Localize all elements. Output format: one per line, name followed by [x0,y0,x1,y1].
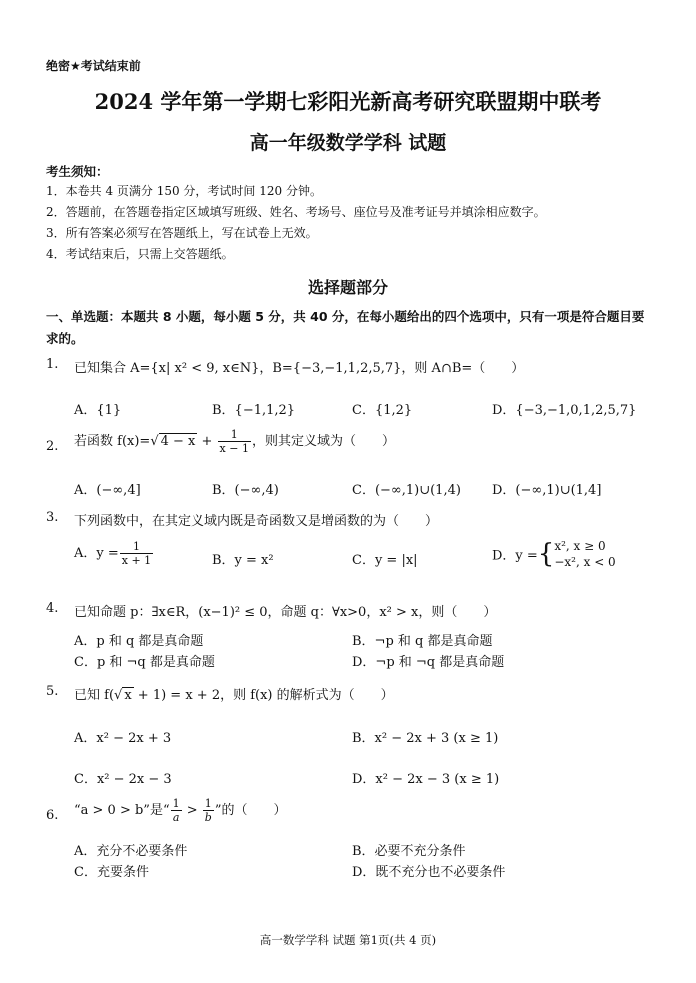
notice-item: 2．答题前，在答题卷指定区域填写班级、姓名、考场号、座位号及准考证号并填涂相应数字。 [46,205,546,219]
option-b: B．y = x² [212,553,274,568]
exam-subtitle: 高一年级数学学科 试题 [249,132,447,154]
question-stem: 若函数 f(x)=√ 4 − x + $\frac{1}{x - 1}$ ，则其定义域为（ ） [74,428,395,455]
section-title: 选择题部分 [307,278,388,297]
fraction: $\frac{1}{b}$ [204,797,212,824]
stem-text: ，则其定义域为（ ） [251,434,395,449]
option-d: D．x² − 2x − 3 (x ≥ 1) [352,772,500,787]
question-stem: “a > 0 > b”是“ $\frac{1}{a}$ > $\frac{1}{b}$ ”的（ ） [74,797,287,824]
question-number: 2. [46,439,59,454]
question-stem: 已知命题 p：∃x∈R，(x−1)² ≤ 0，命题 q：∀x>0，x² > x，则（ ） [74,605,497,620]
option-b: B．必要不充分条件 [352,844,466,859]
option-a: A．(−∞,4] [74,483,141,498]
question-number: 5. [46,684,59,699]
sqrt-expression: 4 − x [160,434,196,449]
plus-sign: + [197,434,217,449]
exam-title: 2024 学年第一学期七彩阳光新高考研究联盟期中联考 [94,89,602,114]
option-c: C．{1,2} [352,403,413,418]
question-number: 3. [46,510,59,525]
question-stem: 已知集合 A={x| x² < 9, x∈N}，B={−3,−1,1,2,5,7}，则 A∩B=（ ） [74,361,525,376]
option-a: A．{1} [74,403,122,418]
notice-heading: 考生须知： [46,164,109,179]
fraction: $\frac{1}{x - 1}$ [219,428,249,455]
option-a: A．x² − 2x + 3 [74,731,172,746]
option-a: A．充分不必要条件 [74,844,188,859]
option-c: C．y = |x| [352,553,418,568]
sqrt-expression: x [124,688,132,703]
option-b: B．¬p 和 q 都是真命题 [352,634,493,649]
notice-item: 4．考试结束后，只需上交答题纸。 [46,247,234,261]
fraction: $\frac{1}{a}$ [172,797,180,824]
option-d: D．¬p 和 ¬q 都是真命题 [352,655,505,670]
question-number: 1. [46,357,59,372]
stem-text: 若函数 f(x)= [74,434,151,449]
notice-item: 3．所有答案必须写在答题纸上，写在试卷上无效。 [46,226,318,240]
option-b: B．(−∞,4) [212,483,279,498]
option-d: D．{−3,−1,0,1,2,5,7} [492,403,637,418]
option-b: B．{−1,1,2} [212,403,296,418]
question-stem: 已知 f(√ x + 1) = x + 2，则 f(x) 的解析式为（ ） [74,688,394,703]
option-a: A．y = $\frac{1}{x + 1}$ [74,540,152,567]
option-d: D．(−∞,1)∪(1,4] [492,483,602,498]
option-c: C．p 和 ¬q 都是真命题 [74,655,215,670]
question-number: 6. [46,808,59,823]
piecewise: x², x ≥ 0 −x², x < 0 [554,539,616,569]
option-c: C．x² − 2x − 3 [74,772,172,787]
option-d: D．y ={ x², x ≥ 0 −x², x < 0 [492,539,616,569]
option-c: C．充要条件 [74,865,149,880]
part-instructions: 一、单选题：本题共 8 小题，每小题 5 分，共 40 分，在每小题给出的四个选项中，只有一项是符合题目要求的。 [46,309,645,346]
confidential-label: 绝密★考试结束前 [46,59,141,73]
option-d: D．既不充分也不必要条件 [352,865,506,880]
question-stem: 下列函数中，在其定义域内既是奇函数又是增函数的为（ ） [74,514,439,529]
notice-item: 1．本卷共 4 页满分 150 分，考试时间 120 分钟。 [46,184,322,198]
fraction: $\frac{1}{x + 1}$ [121,540,152,567]
page-footer: 高一数学学科 试题 第1页(共 4 页) [259,933,437,947]
option-c: C．(−∞,1)∪(1,4) [352,483,461,498]
option-a: A．p 和 q 都是真命题 [74,634,204,649]
question-number: 4. [46,601,59,616]
option-b: B．x² − 2x + 3 (x ≥ 1) [352,731,499,746]
